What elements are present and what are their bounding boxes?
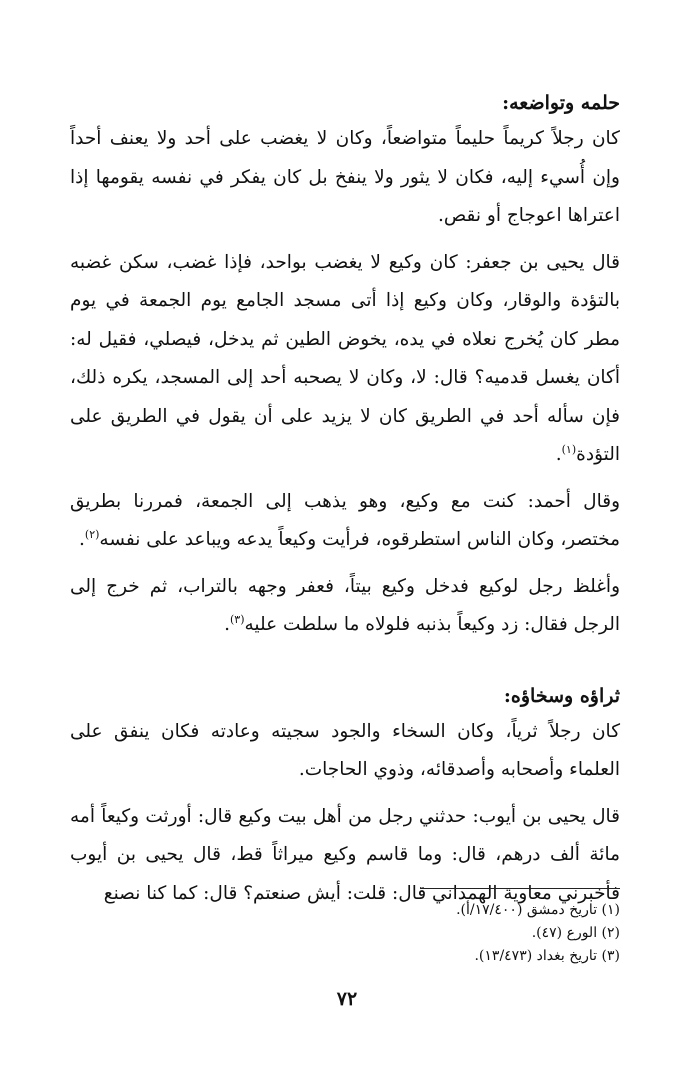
section-forbearance: [70, 88, 620, 645]
footnote-divider: [420, 888, 620, 889]
footnote-ref: (١): [561, 442, 577, 456]
paragraph: وأغلظ رجل لوكيع فدخل وكيع بيتاً، فعفر وجهه بالتراب، ثم خرج إلى الرجل فقال: زد وكيعاً بذنبه فلولاه ما سلطت عليه$^{(٣)}$.: [70, 575, 620, 635]
paragraph-text: وأغلظ رجل لوكيع فدخل وكيع بيتاً، فعفر وجهه بالتراب، ثم خرج إلى الرجل فقال: زد وكيعاً بذنبه فلولاه ما سلطت عليه: [70, 575, 620, 635]
section-wealth-generosity: [70, 681, 620, 914]
footnote: (٣) تاريخ بغداد (١٣/٤٧٣).: [474, 948, 620, 964]
paragraph-text: قال يحيى بن جعفر: كان وكيع لا يغضب بواحد، فإذا غضب، سكن غضبه بالتؤدة والوقار، وكان وكيع إذا أتى مسجد الجامع يوم الجمعة في يوم مطر كان يُخرج نعلاه في يده، يخوض الطين ثم يدخل، فيصلي، فقيل له: أكان يغسل قدميه؟ قال: لا، وكان لا يصحبه أحد إلى المسجد، يكره ذلك، فإن سأله أحد في الطريق كان لا يزيد على أن يقول في الطريق على التؤدة: [70, 251, 620, 465]
paragraph-text: كان رجلاً ثرياً، وكان السخاء والجود سجيته وعادته فكان ينفق على العلماء وأصحابه وأصدقائه، وذوي الحاجات.: [70, 720, 620, 780]
paragraph-text: وقال أحمد: كنت مع وكيع، وهو يذهب إلى الجمعة، فمررنا بطريق مختصر، وكان الناس استطرقوه، فرأيت وكيعاً يدعه ويباعد على نفسه: [70, 490, 620, 550]
footnote: (٢) الورع (٤٧).: [531, 925, 620, 941]
footnotes: [420, 888, 620, 968]
paragraph: وقال أحمد: كنت مع وكيع، وهو يذهب إلى الجمعة، فمررنا بطريق مختصر، وكان الناس استطرقوه، فرأيت وكيعاً يدعه ويباعد على نفسه$^{(٢)}$.: [70, 490, 620, 550]
page-number: ٧٢: [336, 988, 358, 1010]
section-heading: ثراؤه وسخاؤه:: [503, 684, 620, 707]
page-body: [70, 88, 620, 921]
paragraph: [70, 120, 620, 236]
footnote-ref: (٢): [84, 527, 100, 541]
paragraph-text: كان رجلاً كريماً حليماً متواضعاً، وكان لا يغضب على أحد ولا يعنف أحداً وإن أُسيء إليه، فكان لا يثور ولا ينفخ بل كان يفكر في نفسه يقومها إذا اعتراها اعوجاج أو نقص.: [70, 128, 620, 226]
footnote-ref: (٣): [229, 612, 245, 626]
section-heading: حلمه وتواضعه:: [502, 92, 620, 114]
paragraph: قال يحيى بن جعفر: كان وكيع لا يغضب بواحد، فإذا غضب، سكن غضبه بالتؤدة والوقار، وكان وكيع إذا أتى مسجد الجامع يوم الجمعة في يوم مطر كان يُخرج نعلاه في يده، يخوض الطين ثم يدخل، فيصلي، فقيل له: أكان يغسل قدميه؟ قال: لا، وكان لا يصحبه أحد إلى المسجد، يكره ذلك، فإن سأله أحد في الطريق كان لا يزيد على أن يقول في الطريق على التؤدة$^{(١)}$.: [70, 251, 620, 465]
footnote: (١) تاريخ دمشق (١٧/٤٠٠/أ).: [456, 902, 620, 918]
paragraph: [70, 713, 620, 790]
paragraph-text: قال يحيى بن أيوب: حدثني رجل من أهل بيت وكيع قال: أورثت وكيعاً أمه مائة ألف درهم، قال: وما قاسم وكيع ميراثاً قط، قال يحيى بن أيوب فأخبرني معاوية الهمداني قال: قلت: أيش صنعتم؟ قال: كما كنا نصنع: [70, 805, 620, 904]
